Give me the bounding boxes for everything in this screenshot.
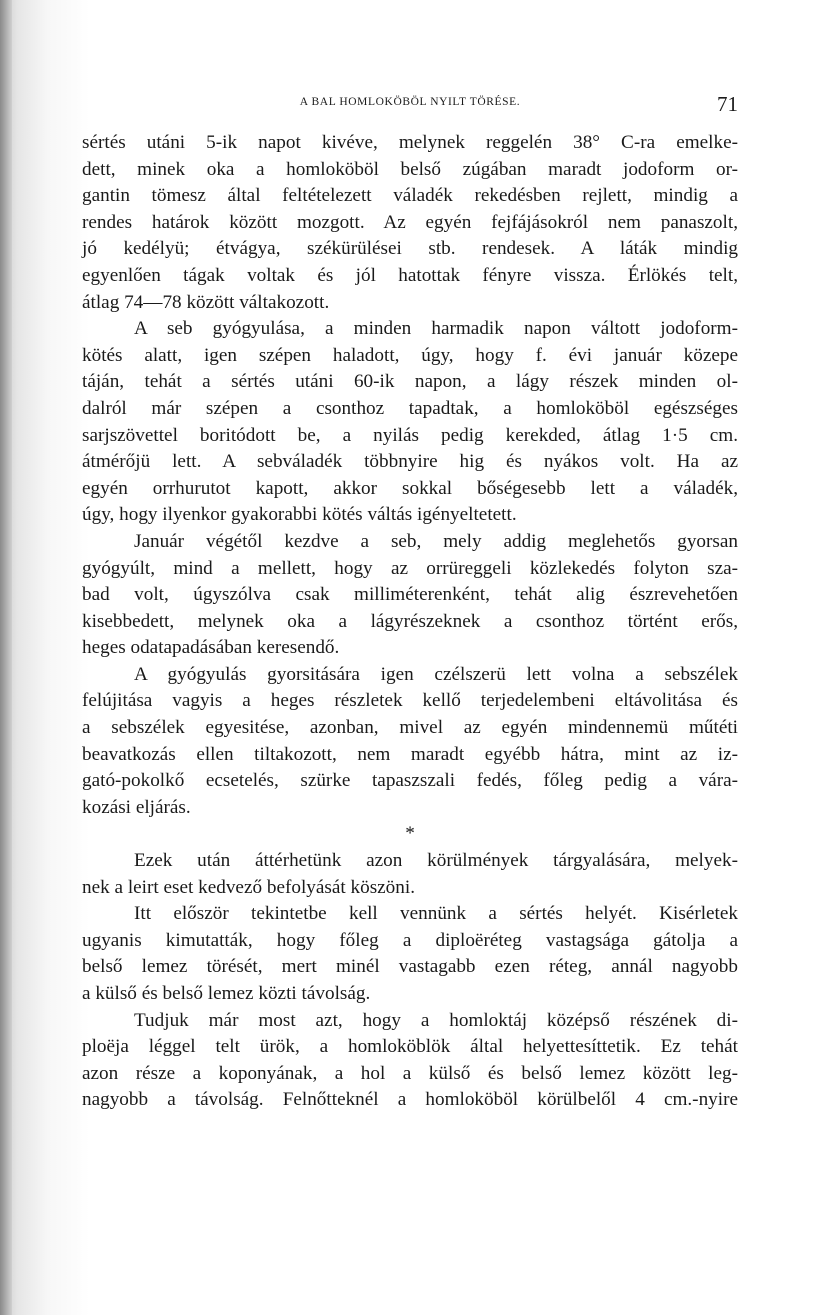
text-line: Január végétől kezdve a seb, mely addig meglehetős gyorsan [134, 530, 738, 552]
text-line: kisebbedett, melynek oka a lágyrészeknek a csonthoz történt erős, [82, 610, 738, 632]
page-header [82, 92, 738, 122]
text-line: ploëja léggel telt ürök, a homloköblök által helyettesíttetik. Ez tehát [82, 1036, 738, 1058]
text-line: Itt először tekintetbe kell vennünk a sértés helyét. Kisérletek [134, 903, 738, 925]
text-line: bad volt, úgyszólva csak milliméterenként, tehát alig észrevehetően [82, 584, 738, 606]
text-line: táján, tehát a sértés utáni 60-ik napon, a lágy részek minden ol- [82, 371, 738, 393]
text-line: egyén orrhurutot kapott, akkor sokkal bőségesebb lett a váladék, [82, 477, 738, 499]
text-line: rendes határok között mozgott. Az egyén fejfájásokról nem panaszolt, [82, 211, 738, 233]
page-number: 71 [717, 92, 738, 116]
body-text [82, 130, 738, 1114]
section-divider-asterisk: * [405, 823, 415, 845]
text-line: A seb gyógyulása, a minden harmadik napon váltott jodoform- [134, 318, 738, 340]
text-line: heges odatapadásában keresendő. [82, 637, 340, 659]
text-line: gyógyúlt, mind a mellett, hogy az orrüreggeli közlekedés folyton sza- [82, 557, 738, 579]
text-line: dett, minek oka a homloköböl belső zúgában maradt jodoform or- [82, 158, 738, 180]
text-line: a külső és belső lemez közti távolság. [82, 983, 371, 1004]
text-line: belső lemez törését, mert minél vastagabb ezen réteg, annál nagyobb [82, 956, 738, 978]
text-line: egyenlően tágak voltak és jól hatottak fényre vissza. Érlökés telt, [82, 264, 738, 286]
text-line: nagyobb a távolság. Felnőtteknél a homloköböl körülbelől 4 cm.-nyire [82, 1089, 738, 1111]
text-line: ugyanis kimutatták, hogy főleg a diploëréteg vastagsága gátolja a [82, 929, 738, 951]
running-head: A BAL HOMLOKÖBÖL NYILT TÖRÉSE. [299, 96, 521, 108]
text-line: nek a leirt eset kedvező befolyását köszöni. [82, 876, 415, 898]
text-line: Tudjuk már most azt, hogy a homloktáj középső részének di- [134, 1009, 738, 1031]
text-line: A gyógyulás gyorsitására igen czélszerü lett volna a sebszélek [134, 663, 738, 685]
text-line: úgy, hogy ilyenkor gyakorabbi kötés váltás igényeltetett. [82, 504, 517, 526]
binding-shadow [0, 0, 12, 1315]
text-line: gató-pokolkő ecsetelés, szürke tapaszszali fedés, főleg pedig a vára- [82, 770, 738, 792]
text-line: felújitása vagyis a heges részletek kellő terjedelembeni eltávolitása és [82, 690, 738, 712]
text-line: átmérőjü lett. A sebváladék többnyire hig és nyákos volt. Ha az [82, 451, 738, 473]
text-line: a sebszélek egyesitése, azonban, mivel az egyén mindennemü műtéti [82, 717, 738, 739]
text-line: sértés utáni 5-ik napot kivéve, melynek reggelén 38° C-ra emelke- [82, 132, 738, 153]
text-line: gantin tömesz által feltételezett váladék rekedésben rejlett, mindig a [82, 185, 738, 207]
text-line: jó kedélyü; étvágya, székürülései stb. rendesek. A láták mindig [82, 238, 738, 260]
text-line: átlag 74—78 között váltakozott. [82, 291, 330, 313]
text-line: kozási eljárás. [82, 796, 191, 818]
text-line: kötés alatt, igen szépen haladott, úgy, hogy f. évi január közepe [82, 344, 738, 366]
text-line: dalról már szépen a csonthoz tapadtak, a homloköböl egészséges [82, 397, 738, 419]
text-line: beavatkozás ellen tiltakozott, nem maradt egyébb hátra, mint az iz- [82, 743, 738, 765]
text-line: azon része a koponyának, a hol a külső és belső lemez között leg- [82, 1062, 738, 1084]
text-line: Ezek után áttérhetünk azon körülmények tárgyalására, melyek- [134, 850, 738, 872]
text-line: sarjszövettel boritódott be, a nyilás pedig kerekded, átlag 1·5 cm. [82, 424, 738, 446]
